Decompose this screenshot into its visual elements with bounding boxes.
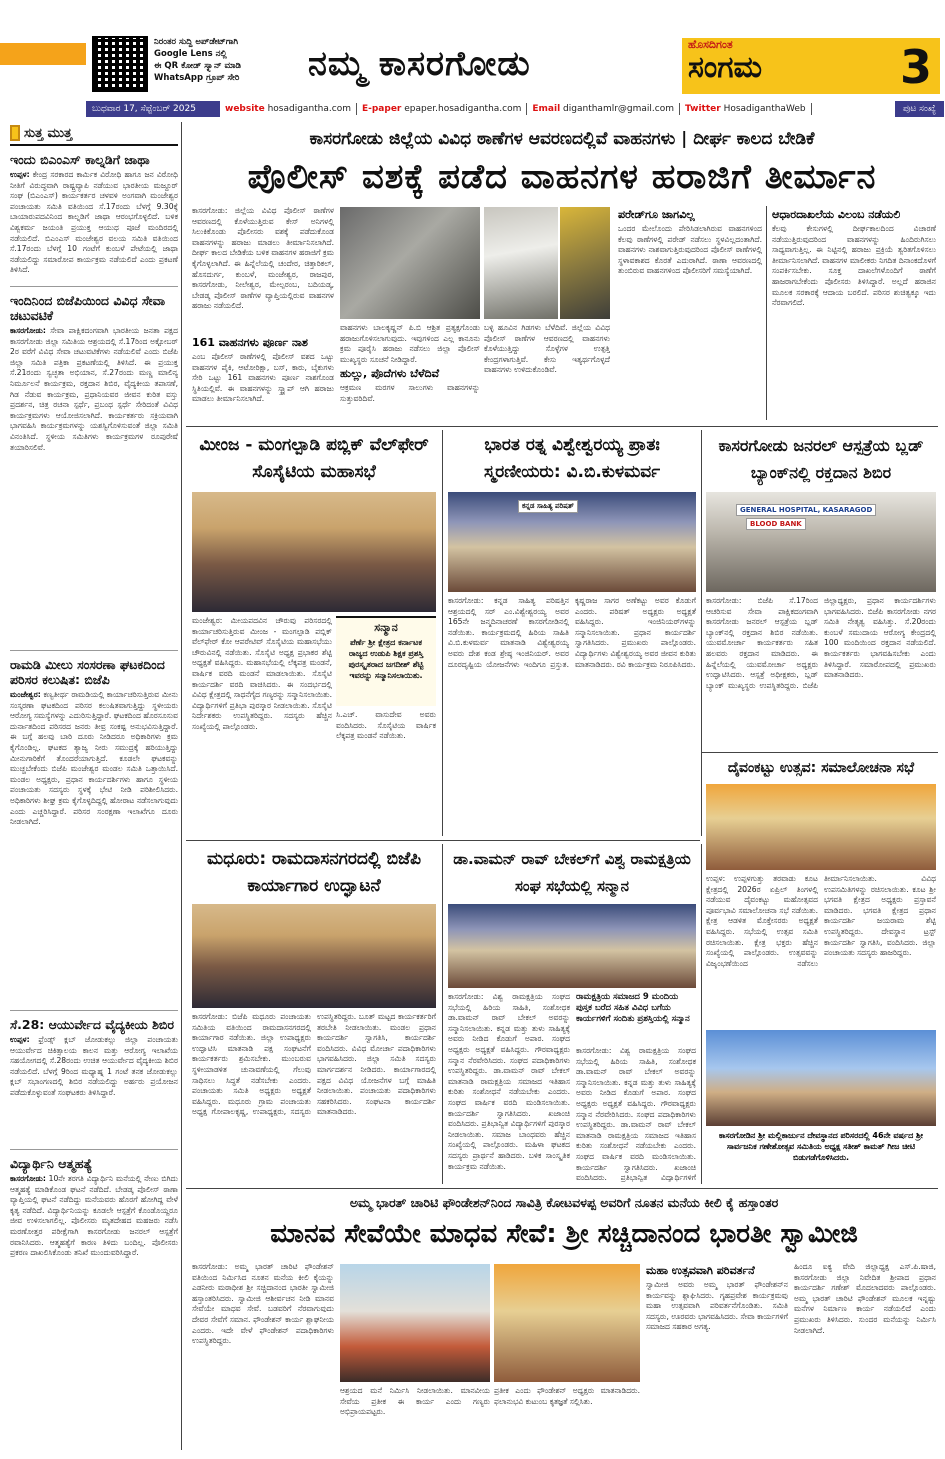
brief-body: ಕಾಸರಗೋಡು: ಸೇವಾ ಪಾಕ್ಷಿಕದಂಗವಾಗಿ ಭಾರತೀಯ ಜನತಾ ಪಕ್ಷದ ಕಾಸರಗೋಡು ಜಿಲ್ಲಾ ಸಮಿತಿಯ ಆಶ್ರಯದಲ್ಲಿ ಸೆ.17ರಿಂದ ಅಕ್ಟೋಬರ್ 2ರ ವರೆಗೆ ವಿವಿಧ ಸೇವಾ ಚಟುವಟಿಕೆಗಳು ನಡೆಯಲಿವೆ ಎಂದು ಬಿಜೆಪಿ ಜಿಲ್ಲಾ ಸಮಿತಿ ಪತ್ರಿಕಾ ಪ್ರಕಟಣೆಯಲ್ಲಿ ತಿಳಿಸಿದೆ. ಈ ಪ್ರಯುಕ್ತ ಸೆ.21ರಂದು ಸ್ವಚ್ಛತಾ ಅಭಿಯಾನ, ಸೆ.27ರಂದು ಮಣ್ಣ ಮಾಲಿನ್ಯ ನಿರ್ಮೂಲನೆ ಕಾರ್ಯಕ್ರಮ, ರಕ್ತದಾನ ಶಿಬಿರ, ವೈದ್ಯಕೀಯ ತಪಾಸಣೆ, ಗಿಡ ನೆಡುವ ಕಾರ್ಯಕ್ರಮ, ಪ್ರಧಾನಿಯವರ ಜೀವನ ಕುರಿತ ವಸ್ತು ಪ್ರದರ್ಶನ, ಚಿತ್ರ ರಚನಾ ಸ್ಪರ್ಧೆ, ಪ್ರಬಂಧ ಸ್ಪರ್ಧೆ ಸೇರಿದಂತೆ ವಿವಿಧ ಕಾರ್ಯಕ್ರಮಗಳು ಆಯೋಜಿಸಲಾಗಿದೆ. ಕಾರ್ಯಕರ್ತರು ಸಕ್ರಿಯವಾಗಿ ಭಾಗವಹಿಸಿ ಕಾರ್ಯಕ್ರಮಗಳನ್ನು ಯಶಸ್ವಿಗೊಳಿಸುವಂತೆ ಜಿಲ್ಲಾ ಸಮಿತಿ ವಿನಂತಿಸಿದೆ. ಸ್ಥಳೀಯ ಸಮಿತಿಗಳು ಕಾರ್ಯಕ್ರಮಗಳ ರೂಪುರೇಷೆ ತಯಾರಿಸಲಿವೆ. [10, 326, 178, 452]
photo-kasapa-stage [448, 492, 696, 592]
lead-subhead: 161 ವಾಹನಗಳು ಪೂರ್ಣ ನಾಶ [192, 336, 308, 349]
photo-bjp-workshop [192, 904, 436, 1008]
lead-body-col3: ಬಳ್ಳಿ ಹೂವಿನ ಗಿಡಗಳು ಬೆಳೆದಿವೆ. ಜಿಲ್ಲೆಯ ವಿವಿಧ ಪೊಲೀಸ್ ಠಾಣೆಗಳ ಆವರಣದಲ್ಲಿ ವಾಹನಗಳು ಕೊಳೆಯುತ್ತಿದ್ದು ಸೊಳ್ಳೆಗಳ ಉತ್ಪತ್ತಿ ಕೇಂದ್ರಗಳಾಗುತ್ತಿವೆ. ಕೇಸು ಇತ್ಯರ್ಥಗೊಳ್ಳದೆ ವಾಹನಗಳು ಉಳಿದುಕೊಂಡಿವೆ. [484, 323, 610, 375]
story8-body2: ಮಹಾ ಉತ್ಸವವಾಗಿ ಪರಿವರ್ತನೆ ಸ್ವಾಮೀಜಿ ಅವರು ಅಮ್ಮ ಭಾರತ್ ಫೌಂಡೇಶನ್‌ನ ಕಾರ್ಯವನ್ನು ಶ್ಲಾಘಿಸಿದರು. ಗೃಹಪ್ರವೇಶ ಕಾರ್ಯಕ್ರಮವು ಮಹಾ ಉತ್ಸವವಾಗಿ ಪರಿವರ್ತನೆಗೊಂಡಿತು. ಸಮಿತಿ ಸದಸ್ಯರು, ಊರವರು ಭಾಗವಹಿಸಿದರು. ಸೇವಾ ಕಾರ್ಯಗಳಿಗೆ ಸಮಾಜದ ಸಹಕಾರ ಅಗತ್ಯ. [646, 1264, 788, 1332]
brief-item [10, 293, 178, 646]
brief-title: ಇಂದಿನಿಂದ ಬಿಜೆಪಿಯಿಂದ ವಿವಿಧ ಸೇವಾ ಚಟುವಟಿಕೆ [10, 293, 166, 323]
story3-body: ಕಾಸರಗೋಡು: ಕನ್ನಡ ಸಾಹಿತ್ಯ ಪರಿಷತ್ತಿನ ಆಶ್ರಯದಲ್ಲಿ ಸರ್ ಎಂ.ವಿಶ್ವೇಶ್ವರಯ್ಯ ಅವರ 165ನೇ ಜನ್ಮದಿನಾಚರಣೆ ಕಾಸರಗೋಡಿನಲ್ಲಿ ನಡೆಯಿತು. ಕಾರ್ಯಕ್ರಮದಲ್ಲಿ ಹಿರಿಯ ಸಾಹಿತಿ ವಿ.ಬಿ.ಕುಳಮರ್ವ ಮಾತನಾಡಿ ವಿಶ್ವೇಶ್ವರಯ್ಯ ಅವರು ದೇಶ ಕಂಡ ಶ್ರೇಷ್ಠ ಇಂಜಿನಿಯರ್. ಅವರ ದೂರದೃಷ್ಟಿಯ ಯೋಜನೆಗಳು ಇಂದಿಗೂ ಪ್ರಸ್ತುತ. ಕೃಷ್ಣರಾಜ ಸಾಗರ ಅಣೆಕಟ್ಟು ಅವರ ಕೊಡುಗೆ ಎಂದರು. ಪರಿಷತ್ ಅಧ್ಯಕ್ಷರು ಅಧ್ಯಕ್ಷತೆ ವಹಿಸಿದ್ದರು. ಇಂಜಿನಿಯರ್‌ಗಳನ್ನು ಸನ್ಮಾನಿಸಲಾಯಿತು. ಪ್ರಧಾನ ಕಾರ್ಯದರ್ಶಿ ಸ್ವಾಗತಿಸಿದರು. ಪ್ರಮುಖರು ಪಾಲ್ಗೊಂಡರು. ವಿದ್ಯಾರ್ಥಿಗಳು ವಿಶ್ವೇಶ್ವರಯ್ಯ ಅವರ ಜೀವನ ಕುರಿತು ಮಾತನಾಡಿದರು. ರವಿ ಕಾರ್ಯಕ್ರಮ ನಿರೂಪಿಸಿದರು. [448, 596, 696, 669]
left-column [10, 122, 178, 1450]
email-link[interactable]: Email diganthamlr@gmail.com [527, 103, 680, 115]
lead-headline: ಪೊಲೀಸ್ ವಶಕ್ಕೆ ಪಡೆದ ವಾಹನಗಳ ಹರಾಜಿಗೆ ತೀರ್ಮಾನ [247, 157, 877, 197]
story8-midtext: ಆಶ್ರಯದ ಮನೆ ನಿರ್ಮಿಸಿ ನೀಡಲಾಯಿತು. ಮಾನವೀಯ ಸೇವೆಯ ಪ್ರತೀಕ ಈ ಕಾರ್ಯ ಎಂದು ಗಣ್ಯರು ಅಭಿಪ್ರಾಯಪಟ್ಟರು. [340, 1386, 490, 1417]
lead-body-col1b: 161 ವಾಹನಗಳು ಪೂರ್ಣ ನಾಶ ಎಂಬ ಪೊಲೀಸ್ ಠಾಣೆಗಳಲ್ಲಿ ಪೊಲೀಸ್ ವಶದ ಒಟ್ಟು ವಾಹನಗಳ ಪೈಕಿ, ಆಟೋರಿಕ್ಷಾ, ಬಸ್, ಕಾರು, ಬೈಕುಗಳು ಸೇರಿ ಒಟ್ಟು 161 ವಾಹನಗಳು ಪೂರ್ಣ ನಾಶಗೊಂಡ ಸ್ಥಿತಿಯಲ್ಲಿವೆ. ಈ ವಾಹನಗಳನ್ನು ಸ್ಕ್ರ್ಯಾಪ್ ಆಗಿ ಹರಾಜು ಮಾಡಲು ತೀರ್ಮಾನಿಸಲಾಗಿದೆ. [192, 336, 334, 404]
photo-felicitation [448, 904, 696, 988]
brief-body: ಕಾಸರಗೋಡು: 10ನೇ ತರಗತಿ ವಿದ್ಯಾರ್ಥಿನಿ ಮನೆಯಲ್ಲಿ ನೇಣು ಬಿಗಿದು ಆತ್ಮಹತ್ಯೆ ಮಾಡಿಕೊಂಡ ಘಟನೆ ನಡೆದಿದೆ. ಬೇಡಡ್ಕ ಪೊಲೀಸ್ ಠಾಣಾ ವ್ಯಾಪ್ತಿಯಲ್ಲಿ ಘಟನೆ ನಡೆದಿದ್ದು ಮನೆಯವರು ಹೊರಗೆ ಹೋಗಿದ್ದ ವೇಳೆ ಕೃತ್ಯ ನಡೆದಿದೆ. ವಿದ್ಯಾರ್ಥಿನಿಯನ್ನು ಕೂಡಲೇ ಆಸ್ಪತ್ರೆಗೆ ಕೊಂಡೊಯ್ದರೂ ಜೀವ ಉಳಿಸಲಾಗಲಿಲ್ಲ. ಪೊಲೀಸರು ಮೃತದೇಹದ ಮಹಜರು ನಡೆಸಿ ಮರಣೋತ್ತರ ಪರೀಕ್ಷೆಗಾಗಿ ಕಾಸರಗೋಡು ಜನರಲ್ ಆಸ್ಪತ್ರೆಗೆ ರವಾನಿಸಿದರು. ಆತ್ಮಹತ್ಯೆಗೆ ಕಾರಣ ತಿಳಿದು ಬಂದಿಲ್ಲ. ಪೊಲೀಸರು ಪ್ರಕರಣ ದಾಖಲಿಸಿಕೊಂಡು ತನಿಖೆ ಮುಂದುವರಿಸಿದ್ದಾರೆ. [10, 1174, 178, 1258]
story8-midtext2: ಪ್ರತೀಕ ಎಂದು ಫೌಂಡೇಶನ್ ಅಧ್ಯಕ್ಷರು ಮಾತನಾಡಿದರು. ಫಲಾನುಭವಿ ಕುಟುಂಬ ಕೃತಜ್ಞತೆ ಸಲ್ಲಿಸಿತು. [494, 1386, 640, 1406]
brief-item [10, 1156, 178, 1314]
photo-scrapped-bikes [340, 207, 480, 319]
brief-title: ಇಂದು ಬಿಎಂಎಸ್ ಕಾಲ್ನಡಿಗೆ ಜಾಥಾ [10, 152, 150, 167]
masthead [0, 0, 945, 96]
photo-swamiji-blessing [494, 1264, 640, 1382]
website-link[interactable]: website hosadigantha.com [220, 103, 357, 115]
info-bar [86, 101, 944, 117]
section-banner [682, 38, 940, 94]
column-logo-text: ಸುತ್ತ ಮುತ್ತ [24, 125, 73, 141]
paper-title: ನಮ್ಮ ಕಾಸರಗೋಡು [308, 44, 531, 84]
photo-society-meeting [192, 492, 436, 612]
qr-line: Google Lens ನಲ್ಲಿ [154, 49, 227, 59]
page-number: 3 [899, 40, 932, 94]
story7-headline: ಡಾ.ವಾಮನ್ ರಾವ್ ಬೇಕಲ್‌ಗೆ ವಿಶ್ವ ರಾಮಕ್ಷತ್ರಿಯ ಸಂಘ ಸಭೆಯಲ್ಲಿ ಸನ್ಮಾನ [453, 850, 691, 895]
story6-headline: ಮಧೂರು: ರಾಮದಾಸನಗರದಲ್ಲಿ ಬಿಜೆಪಿ ಕಾರ್ಯಾಗಾರ ಉದ್ಘಾಟನೆ [206, 849, 422, 896]
brief-body: ಮಂಜೇಶ್ವರ: ಕಣ್ವತೀರ್ಥ ರಾಮಡಿಯಲ್ಲಿ ಕಾರ್ಯಾಚರಿಸುತ್ತಿರುವ ಮೀನು ಸಂಸ್ಕರಣಾ ಘಟಕದಿಂದ ಪರಿಸರ ಕಲುಷಿತವಾಗುತ್ತಿದ್ದು ಸ್ಥಳೀಯರು ಆರೋಗ್ಯ ಸಮಸ್ಯೆಗಳನ್ನು ಎದುರಿಸುತ್ತಿದ್ದಾರೆ. ಘಟಕದಿಂದ ಹೊರಸೂಸುವ ದುರ್ನಾತದಿಂದ ಪರಿಸರದ ಜನರು ತೀವ್ರ ಸಂಕಷ್ಟ ಅನುಭವಿಸುತ್ತಿದ್ದಾರೆ. ಈ ಬಗ್ಗೆ ಹಲವು ಬಾರಿ ದೂರು ನೀಡಿದರೂ ಅಧಿಕಾರಿಗಳು ಕ್ರಮ ಕೈಗೊಂಡಿಲ್ಲ. ಘಟಕದ ತ್ಯಾಜ್ಯ ನೀರು ಸಮುದ್ರಕ್ಕೆ ಹರಿಯುತ್ತಿದ್ದು ಮೀನುಗಾರಿಕೆಗೆ ತೊಂದರೆಯಾಗುತ್ತಿದೆ. ಕೂಡಲೇ ಘಟಕವನ್ನು ಮುಚ್ಚಬೇಕೆಂದು ಬಿಜೆಪಿ ಮಂಜೇಶ್ವರ ಮಂಡಲ ಸಮಿತಿ ಒತ್ತಾಯಿಸಿದೆ. ಮಂಡಲ ಅಧ್ಯಕ್ಷರು, ಪ್ರಧಾನ ಕಾರ್ಯದರ್ಶಿಗಳು ಹಾಗೂ ಸ್ಥಳೀಯ ಪಂಚಾಯತು ಸದಸ್ಯರು ಸ್ಥಳಕ್ಕೆ ಭೇಟಿ ನೀಡಿ ಪರಿಶೀಲಿಸಿದರು. ಅಧಿಕಾರಿಗಳು ಶೀಘ್ರ ಕ್ರಮ ಕೈಗೊಳ್ಳದಿದ್ದಲ್ಲಿ ಹೋರಾಟ ನಡೆಸಲಾಗುವುದು ಎಂದು ಎಚ್ಚರಿಸಿದ್ದಾರೆ. ಪರಿಸರ ಸಂರಕ್ಷಣಾ ಇಲಾಖೆಗೂ ದೂರು ನೀಡಲಾಗಿದೆ. [10, 690, 178, 827]
brief-title: ವಿದ್ಯಾರ್ಥಿನಿ ಆತ್ಮಹತ್ಯೆ [10, 1156, 93, 1171]
issue-date: ಬುಧವಾರ 17, ಸೆಪ್ಟೆಂಬರ್ 2025 [86, 101, 220, 117]
blood-bank-sign: BLOOD BANK [746, 518, 806, 530]
story8-body: ಕಾಸರಗೋಡು: ಅಮ್ಮ ಭಾರತ್ ಚಾರಿಟಿ ಫೌಂಡೇಶನ್ ವತಿಯಿಂದ ನಿರ್ಮಿಸಿದ ನೂತನ ಮನೆಯ ಕೀಲಿ ಕೈಯನ್ನು ಎಡನೀರು ಮಠಾಧೀಶ ಶ್ರೀ ಸಚ್ಚಿದಾನಂದ ಭಾರತೀ ಸ್ವಾಮೀಜಿ ಹಸ್ತಾಂತರಿಸಿದರು. ಸ್ವಾಮೀಜಿ ಆಶೀರ್ವಚನ ನೀಡಿ ಮಾನವ ಸೇವೆಯೇ ಮಾಧವ ಸೇವೆ. ಬಡವರಿಗೆ ನೆರವಾಗುವುದು ದೇವರ ಸೇವೆಗೆ ಸಮಾನ. ಫೌಂಡೇಶನ್ ಕಾರ್ಯ ಶ್ಲಾಘನೀಯ ಎಂದರು. ಇದೇ ವೇಳೆ ಫೌಂಡೇಶನ್ ಪದಾಧಿಕಾರಿಗಳು ಉಪಸ್ಥಿತರಿದ್ದರು. [192, 1262, 334, 1346]
lead-body-col5: ಆಧಾರದಾಖಲೆಯ ವಿಲಂಬ ನಡೆಯಲಿ ಕೆಲವು ಕೇಸುಗಳಲ್ಲಿ ದೀರ್ಘಕಾಲದಿಂದ ವಿಚಾರಣೆ ನಡೆಯುತ್ತಿರುವುದರಿಂದ ವಾಹನಗಳನ್ನು ಹಿಂದಿರುಗಿಸಲು ಸಾಧ್ಯವಾಗುತ್ತಿಲ್ಲ. ಈ ನಿಟ್ಟಿನಲ್ಲಿ ಹರಾಜು ಪ್ರಕ್ರಿಯೆ ತ್ವರಿತಗೊಳಿಸಲು ತೀರ್ಮಾನಿಸಲಾಗಿದೆ. ವಾಹನಗಳ ಮಾಲೀಕರು ನಿಗದಿತ ದಿನಾಂಕದೊಳಗೆ ಸಂಪರ್ಕಿಸಬೇಕು. ಸೂಕ್ತ ದಾಖಲೆಗಳೊಂದಿಗೆ ಠಾಣೆಗೆ ಹಾಜರಾಗಬೇಕೆಂದು ಪೊಲೀಸರು ತಿಳಿಸಿದ್ದಾರೆ. ಅಲ್ಲದೆ ಹರಾಜಿನ ಮೂಲಕ ಸರಕಾರಕ್ಕೆ ಆದಾಯ ಬರಲಿದೆ. ಪರಿಸರ ಶುಚಿತ್ವಕ್ಕೂ ಇದು ನೆರವಾಗಲಿದೆ. [772, 208, 936, 308]
story6-body: ಕಾಸರಗೋಡು: ಬಿಜೆಪಿ ಮಧೂರು ಪಂಚಾಯತು ಸಮಿತಿಯ ವತಿಯಿಂದ ರಾಮದಾಸನಗರದಲ್ಲಿ ಕಾರ್ಯಾಗಾರ ನಡೆಯಿತು. ಜಿಲ್ಲಾ ಉಪಾಧ್ಯಕ್ಷರು ಉದ್ಘಾಟಿಸಿ ಮಾತನಾಡಿ ಪಕ್ಷ ಸಂಘಟನೆಗೆ ಕಾರ್ಯಕರ್ತರು ಶ್ರಮಿಸಬೇಕು. ಮುಂಬರುವ ಸ್ಥಳೀಯಾಡಳಿತ ಚುನಾವಣೆಯಲ್ಲಿ ಗೆಲುವು ಸಾಧಿಸಲು ಸಿದ್ಧತೆ ನಡೆಸಬೇಕು ಎಂದರು. ಪಂಚಾಯತು ಸಮಿತಿ ಅಧ್ಯಕ್ಷರು ಅಧ್ಯಕ್ಷತೆ ವಹಿಸಿದ್ದರು. ಮಧೂರು ಗ್ರಾಮ ಪಂಚಾಯತು ಅಧ್ಯಕ್ಷ ಗೋಪಾಲಕೃಷ್ಣ, ಉಪಾಧ್ಯಕ್ಷರು, ಸದಸ್ಯರು ಉಪಸ್ಥಿತರಿದ್ದರು. ಬೂತ್ ಮಟ್ಟದ ಕಾರ್ಯಕರ್ತರಿಗೆ ತರಬೇತಿ ನೀಡಲಾಯಿತು. ಮಂಡಲ ಪ್ರಧಾನ ಕಾರ್ಯದರ್ಶಿ ಸ್ವಾಗತಿಸಿ, ಕಾರ್ಯದರ್ಶಿ ವಂದಿಸಿದರು. ವಿವಿಧ ಮೋರ್ಚಾ ಪದಾಧಿಕಾರಿಗಳು ಭಾಗವಹಿಸಿದರು. ಜಿಲ್ಲಾ ಸಮಿತಿ ಸದಸ್ಯರು ಮಾರ್ಗದರ್ಶನ ನೀಡಿದರು. ಕಾರ್ಯಾಗಾರದಲ್ಲಿ ಪಕ್ಷದ ವಿವಿಧ ಯೋಜನೆಗಳ ಬಗ್ಗೆ ಮಾಹಿತಿ ನೀಡಲಾಯಿತು. ಪಂಚಾಯತು ಪದಾಧಿಕಾರಿಗಳು ಸಹಕರಿಸಿದರು. ಸಂಘಟನಾ ಕಾರ್ಯದರ್ಶಿ ಮಾತನಾಡಿದರು. [192, 1012, 436, 1117]
column-divider [181, 122, 182, 1450]
photo-autorickshaw [560, 207, 610, 319]
felicitation-body: ಪೆರ್ಣೆ ಶ್ರೀ ಕ್ಷೇತ್ರದ ಕರ್ನಾಟಕ ರಾಜ್ಯದ ಉಡುಪಿ ಶಿಕ್ಷಕ ಪ್ರಶಸ್ತಿ ಪುರಸ್ಕೃತರಾದ ಜಗದೀಶ್ ಶೆಟ್ಟಿ ಇವರನ್ನು ಸನ್ಮಾನಿಸಲಾಯಿತು. [348, 638, 424, 680]
banner-text: ಕನ್ನಡ ಸಾಹಿತ್ಯ ಪರಿಷತ್ [518, 500, 578, 513]
hospital-sign: GENERAL HOSPITAL, KASARAGOD [736, 504, 876, 516]
photo-police-jeep [484, 207, 558, 319]
photo-key-handover [340, 1264, 490, 1382]
door-icon [10, 125, 20, 141]
epaper-link[interactable]: E-paper epaper.hosadigantha.com [357, 103, 527, 115]
section-name: ಸಂಗಮ [688, 50, 762, 85]
lead-body-col1: ಕಾಸರಗೋಡು: ಜಿಲ್ಲೆಯ ವಿವಿಧ ಪೊಲೀಸ್ ಠಾಣೆಗಳ ಆವರಣದಲ್ಲಿ ಕೊಳೆಯುತ್ತಿರುವ ಕೇಸ್ ಅನಿಗಳಲ್ಲಿ ಸಿಲುಕಿಕೊಂಡು ಪೊಲೀಸರು ವಶಕ್ಕೆ ಪಡೆದುಕೊಂಡ ವಾಹನಗಳನ್ನು ಹರಾಜು ಮಾಡಲು ತೀರ್ಮಾನಿಸಲಾಗಿದೆ. ದೀರ್ಘ ಕಾಲದ ಬೇಡಿಕೆಯ ಬಳಿಕ ವಾಹನಗಳ ಹರಾಜಿಗೆ ಕ್ರಮ ಕೈಗೊಳ್ಳಲಾಗಿದೆ. ಈ ಹಿನ್ನೆಲೆಯಲ್ಲಿ ಚಂದೇರ, ಚಿತ್ತಾರಿಕಲ್, ಹೊಸದುರ್ಗ, ಕುಂಬಳೆ, ಮಂಜೇಶ್ವರ, ರಾಜಪುರ, ಕಾಸರಗೋಡು, ನೀಲೇಶ್ವರ, ಮೇಲ್ಪರಂಬ, ಬದಿಯಡ್ಕ, ಬೇಡಡ್ಕ ಪೊಲೀಸ್ ಠಾಣೆಗಳ ವ್ಯಾಪ್ತಿಯಲ್ಲಿರುವ ವಾಹನಗಳ ಹರಾಜು ನಡೆಯಲಿದೆ. [192, 206, 334, 311]
lead-subhead: ಪರೇಡ್‌ಗೂ ಜಾಗವಿಲ್ಲ [618, 208, 695, 221]
photo-blood-bank [706, 492, 936, 592]
brief-body: ಉಪ್ಪಳ: ಕೇಂದ್ರ ಸರಕಾರದ ಕಾರ್ಮಿಕ ವಿರೋಧಿ ಹಾಗೂ ಜನ ವಿರೋಧಿ ನೀತಿಗೆ ವಿರುದ್ಧವಾಗಿ ರಾಷ್ಟ್ರವ್ಯಾಪಿ ನಡೆಯುವ ಭಾರತೀಯ ಮಜ್ದೂರ್ ಸಂಘ (ಬಿಎಂಎಸ್) ಕಾರ್ಯಕರ್ತರ ಚಳವಳಿ ಅಂಗವಾಗಿ ಮಂಜೇಶ್ವರ ಪಂಚಾಯತು ಸಮಿತಿ ವತಿಯಿಂದ ಸೆ.17ರಂದು ಬೆಳಗ್ಗೆ 9.30ಕ್ಕೆ ಬಾಯಾರುಪದವಿನಿಂದ ಕಾಲ್ನಡಿಗೆ ಜಾಥಾ ಆರಂಭಗೊಳ್ಳಲಿದೆ. ಬಳಿಕ ವಿಶ್ವಕರ್ಮ ಜಯಂತಿ ಪ್ರಯುಕ್ತ ಆಯುಧ ಪೂಜೆ ಮಂದಿರದಲ್ಲಿ ನಡೆಯಲಿದೆ. ಬಿಎಂಎಸ್ ಮಂಜೇಶ್ವರ ವಲಯ ಸಮಿತಿ ವತಿಯಿಂದ ಸೆ.17ರಂದು ಬೆಳಗ್ಗೆ 10 ಗಂಟೆಗೆ ಕುಂಬಳೆ ಪೇಟೆಯಲ್ಲಿ ಜಾಥಾ ನಡೆಯಲಿದ್ದು ಸಮಾರೋಪ ಕಾರ್ಯಕ್ರಮ ನಡೆಯಲಿದೆ ಎಂದು ಪ್ರಕಟಣೆ ತಿಳಿಸಿದೆ. [10, 170, 178, 275]
brief-item [10, 152, 178, 282]
masthead-accent [0, 43, 86, 65]
column-logo [10, 122, 178, 146]
story5-headline: ದೈವಂಕಟ್ಟು ಉತ್ಸವ: ಸಮಾಲೋಚನಾ ಸಭೆ [727, 760, 915, 776]
lead-body-col4: ಪರೇಡ್‌ಗೂ ಜಾಗವಿಲ್ಲ ಒಂದರ ಮೇಲೊಂದು ಪೇರಿಸಿಡಲಾಗಿರುವ ವಾಹನಗಳಿಂದ ಕೆಲವು ಠಾಣೆಗಳಲ್ಲಿ ಪರೇಡ್ ನಡೆಸಲು ಸ್ಥಳವಿಲ್ಲದಂತಾಗಿದೆ. ವಾಹನಗಳು ನಾಶವಾಗುತ್ತಿರುವುದರಿಂದ ಪೊಲೀಸ್ ಠಾಣೆಗಳಲ್ಲಿ ಸ್ಥಳಾವಕಾಶದ ಕೊರತೆ ಎದುರಾಗಿದೆ. ಠಾಣಾ ಆವರಣದಲ್ಲಿ ತುಂಬಿರುವ ವಾಹನಗಳಿಂದ ಪೊಲೀಸರಿಗೆ ಸಮಸ್ಯೆಯಾಗಿದೆ. [618, 208, 762, 276]
brief-title: ರಾಮಡಿ ಮೀಲು ಸಂಸರಣಾ ಘಟಕದಿಂದ ಪರಿಸರ ಕಲುಷಿತ: ಬಿಜೆಪಿ [10, 657, 165, 687]
story5-body: ಉಪ್ಪಳ: ಉಪ್ಪಳಗುತ್ತು ತರವಾಡು ಕೂಟ ಕ್ಷೇತ್ರದಲ್ಲಿ 2026ರ ಏಪ್ರಿಲ್ ತಿಂಗಳಲ್ಲಿ ನಡೆಯುವ ದೈವಂಕಟ್ಟು ಮಹೋತ್ಸವದ ಪೂರ್ವಭಾವಿ ಸಮಾಲೋಚನಾ ಸಭೆ ನಡೆಯಿತು. ಕ್ಷೇತ್ರ ಆಡಳಿತ ಮೊಕ್ತೇಸರರು ಅಧ್ಯಕ್ಷತೆ ವಹಿಸಿದ್ದರು. ಸಭೆಯಲ್ಲಿ ಉತ್ಸವ ಸಮಿತಿ ರಚಿಸಲಾಯಿತು. ಕ್ಷೇತ್ರ ಭಕ್ತರು ಹೆಚ್ಚಿನ ಸಂಖ್ಯೆಯಲ್ಲಿ ಪಾಲ್ಗೊಂಡರು. ಉತ್ಸವವನ್ನು ವಿಜೃಂಭಣೆಯಿಂದ ನಡೆಸಲು ತೀರ್ಮಾನಿಸಲಾಯಿತು. ವಿವಿಧ ಉಪಸಮಿತಿಗಳನ್ನು ರಚಿಸಲಾಯಿತು. ಕೂಟ ಶ್ರೀ ಭಗವತಿ ಕ್ಷೇತ್ರದ ಅಧ್ಯಕ್ಷರು ಪ್ರಸ್ತಾವನೆ ಮಾಡಿದರು. ಭಗವತಿ ಕ್ಷೇತ್ರದ ಪ್ರಧಾನ ಕಾರ್ಯದರ್ಶಿ ಜಯರಾಮ ಶೆಟ್ಟಿ ಉಪಸ್ಥಿತರಿದ್ದರು. ದೇವಸ್ಥಾನ ಟ್ರಸ್ಟ್ ಕಾರ್ಯದರ್ಶಿ ಸ್ವಾಗತಿಸಿ, ವಂದಿಸಿದರು. ಜಿಲ್ಲಾ ಪಂಚಾಯತು ಸದಸ್ಯರು ಹಾಜರಿದ್ದರು. [706, 874, 936, 968]
story7-body: ಕಾಸರಗೋಡು: ವಿಶ್ವ ರಾಮಕ್ಷತ್ರಿಯ ಸಂಘದ ಸಭೆಯಲ್ಲಿ ಹಿರಿಯ ಸಾಹಿತಿ, ಸಂಶೋಧಕ ಡಾ.ವಾಮನ್ ರಾವ್ ಬೇಕಲ್ ಅವರನ್ನು ಸನ್ಮಾನಿಸಲಾಯಿತು. ಕನ್ನಡ ಮತ್ತು ತುಳು ಸಾಹಿತ್ಯಕ್ಕೆ ಅವರು ನೀಡಿದ ಕೊಡುಗೆ ಅಪಾರ. ಸಂಘದ ಅಧ್ಯಕ್ಷರು ಅಧ್ಯಕ್ಷತೆ ವಹಿಸಿದ್ದರು. ಗೌರವಾಧ್ಯಕ್ಷರು ಸನ್ಮಾನ ನೆರವೇರಿಸಿದರು. ಸಂಘದ ಪದಾಧಿಕಾರಿಗಳು ಉಪಸ್ಥಿತರಿದ್ದರು. ಡಾ.ವಾಮನ್ ರಾವ್ ಬೇಕಲ್ ಮಾತನಾಡಿ ರಾಮಕ್ಷತ್ರಿಯ ಸಮಾಜದ ಇತಿಹಾಸ ಕುರಿತು ಸಂಶೋಧನೆ ನಡೆಯಬೇಕು ಎಂದರು. ಸಂಘದ ವಾರ್ಷಿಕ ವರದಿ ಮಂಡಿಸಲಾಯಿತು. ಕಾರ್ಯದರ್ಶಿ ಸ್ವಾಗತಿಸಿದರು. ಖಜಾಂಚಿ ವಂದಿಸಿದರು. ಪ್ರತಿಭಾನ್ವಿತ ವಿದ್ಯಾರ್ಥಿಗಳಿಗೆ ಪುರಸ್ಕಾರ ನೀಡಲಾಯಿತು. ಸಮಾಜ ಬಾಂಧವರು ಹೆಚ್ಚಿನ ಸಂಖ್ಯೆಯಲ್ಲಿ ಪಾಲ್ಗೊಂಡರು. ಮಹಿಳಾ ಘಟಕದ ಸದಸ್ಯರು ಪ್ರಾರ್ಥನೆ ಹಾಡಿದರು. ಬಳಿಕ ಸಾಂಸ್ಕೃತಿಕ ಕಾರ್ಯಕ್ರಮ ನಡೆಯಿತು. [448, 992, 570, 1171]
story2-headline: ಮೀಂಜ - ಮಂಗಲ್ಪಾಡಿ ಪಬ್ಲಿಕ್ ವೆಲ್‌ಫೇರ್ ಸೊಸೈಟಿಯ ಮಹಾಸಭೆ [199, 435, 429, 482]
lead-subhead: ಆಧಾರದಾಖಲೆಯ ವಿಲಂಬ ನಡೆಯಲಿ [772, 208, 901, 221]
story7-bullet: ರಾಮಕ್ಷತ್ರಿಯ ಸಮಾಜದ 9 ಮಂದಿಯ ಪುಸ್ತಕ ಬರೆದ ಸಹಿತ ವಿವಿಧ ಬಗೆಯ ಕಾರ್ಯಗಳಿಗೆ ಸಂದಿತು ಪ್ರಶಸ್ತಿಯಲ್ಲಿ ಸನ್ಮಾನ [576, 992, 690, 1024]
story8-subhead: ಮಹಾ ಉತ್ಸವವಾಗಿ ಪರಿವರ್ತನೆ [646, 1264, 755, 1277]
twitter-link[interactable]: Twitter HosadiganthaWeb [680, 103, 812, 115]
brief-item [10, 1017, 178, 1145]
story8-kicker: ಅಮ್ಮ ಭಾರತ್ ಚಾರಿಟಿ ಫೌಂಡೇಶನ್‌ನಿಂದ ಸಾವಿತ್ರಿ ಕೋಟವಳಪ್ಪ ಅವರಿಗೆ ನೂತನ ಮನೆಯ ಕೀಲಿ ಕೈ ಹಸ್ತಾಂತರ [349, 1195, 779, 1210]
lead-body-col2: ವಾಹನಗಳು ಬಾಲಕೃಷ್ಣನ್ ಪಿ.ಬಿ ಆಶ್ರಿತ ಪ್ರತ್ಯಕ್ಷಗೊಂಡು ಹರಾಜುಗೊಳಿಸಲಾಗುವುದು. ಇವುಗಳಿಂದ ಎಲ್ಲ ಕಾನೂನು ಕ್ರಮ ಪೂರೈಸಿ ಹರಾಜು ನಡೆಸಲು ಜಿಲ್ಲಾ ಪೊಲೀಸ್ ಮುಖ್ಯಸ್ಥರು ಸೂಚನೆ ನೀಡಿದ್ದಾರೆ. ಹುಲ್ಲು, ಪೊದೆಗಳು ಬೆಳೆದಿವೆ ಆಕ್ರಮಣ ಮರಗಳ ಸಾಲುಗಳು ವಾಹನಗಳನ್ನು ಸುತ್ತುವರಿದಿವೆ. [340, 323, 480, 403]
lead-subhead: ಹುಲ್ಲು, ಪೊದೆಗಳು ಬೆಳೆದಿವೆ [340, 367, 440, 381]
story4-body: ಕಾಸರಗೋಡು: ಬಿಜೆಪಿ ಸೆ.17ರಿಂದ ಆಚರಿಸುವ ಸೇವಾ ಪಾಕ್ಷಿಕದಂಗವಾಗಿ ಕಾಸರಗೋಡು ಜನರಲ್ ಆಸ್ಪತ್ರೆಯ ಬ್ಲಡ್ ಬ್ಯಾಂಕ್‌ನಲ್ಲಿ ರಕ್ತದಾನ ಶಿಬಿರ ನಡೆಯಿತು. ಯುವಮೋರ್ಚಾ ಕಾರ್ಯಕರ್ತರು ಸಹಿತ ಹಲವರು ರಕ್ತದಾನ ಮಾಡಿದರು. ಈ ಹಿನ್ನೆಲೆಯಲ್ಲಿ ಯುವಮೋರ್ಚಾ ಅಧ್ಯಕ್ಷರು ಉದ್ಘಾಟಿಸಿದರು. ಆಸ್ಪತ್ರೆ ಅಧೀಕ್ಷಕರು, ಬ್ಲಡ್ ಬ್ಯಾಂಕ್ ಮುಖ್ಯಸ್ಥರು ಉಪಸ್ಥಿತರಿದ್ದರು. ಬಿಜೆಪಿ ಜಿಲ್ಲಾಧ್ಯಕ್ಷರು, ಪ್ರಧಾನ ಕಾರ್ಯದರ್ಶಿಗಳು ಭಾಗವಹಿಸಿದರು. ಬಿಜೆಪಿ ಕಾಸರಗೋಡು ನಗರ ಸಮಿತಿ ನೇತೃತ್ವ ವಹಿಸಿತ್ತು. ಸೆ.20ರಂದು ಕುಂಬಳೆ ಸಮುದಾಯ ಆರೋಗ್ಯ ಕೇಂದ್ರದಲ್ಲಿ 100 ಮಂದಿಯಿಂದ ರಕ್ತದಾನ ನಡೆಯಲಿದೆ. ಕಾರ್ಯಕರ್ತರು ಭಾಗವಹಿಸಬೇಕು ಎಂದು ತಿಳಿಸಿದ್ದಾರೆ. ಸಮಾರೋಪದಲ್ಲಿ ಪ್ರಮುಖರು ಮಾತನಾಡಿದರು. [706, 596, 936, 690]
felicitation-box [336, 616, 436, 706]
felicitation-title: ಸನ್ಮಾನ [374, 621, 398, 634]
qr-line: ನಿರಂತರ ಸುದ್ದಿ ಅಪ್‌ಡೇಟ್‌ಗಾಗಿ [154, 37, 238, 47]
qr-instructions [154, 36, 304, 84]
story8-body3: ಹಿಂದೂ ಐಕ್ಯ ವೇದಿ ಜಿಲ್ಲಾಧ್ಯಕ್ಷ ಎಸ್.ಪಿ.ಷಾಜಿ, ಕಾಸರಗೋಡು ಜಿಲ್ಲಾ ನಿವೇದಿತ ಶ್ರೀಪಾದ ಪ್ರಧಾನ ಕಾರ್ಯದರ್ಶಿ ಗಣೇಶ್ ಮೊದಲಾದವರು ಪಾಲ್ಗೊಂಡರು. ಅಮ್ಮ ಭಾರತ್ ಚಾರಿಟಿ ಫೌಂಡೇಶನ್ ಮೂಲಕ ಇನ್ನಷ್ಟು ಮನೆಗಳ ನಿರ್ಮಾಣ ಕಾರ್ಯ ನಡೆಯಲಿದೆ ಎಂದು ಪ್ರಮುಖರು ತಿಳಿಸಿದರು. ಸುಂದರ ಮನೆಯನ್ನು ನಿರ್ಮಿಸಿ ನೀಡಲಾಗಿದೆ. [794, 1262, 936, 1335]
brief-title: ಸೆ.28: ಆಯುರ್ವೇದ ವೈದ್ಯಕೀಯ ಶಿಬಿರ [10, 1017, 174, 1032]
photo-ganeshotsava [706, 1030, 936, 1126]
qr-line: ಈ QR ಕೋಡ್ ಸ್ಕ್ಯಾನ್ ಮಾಡಿ [154, 61, 241, 71]
photo-caption: ಕಾಸರಗೋಡಿನ ಶ್ರೀ ಮಲ್ಲಿಕಾರ್ಜುನ ದೇವಸ್ಥಾನದ ಪರಿಸರದಲ್ಲಿ 46ನೇ ವರ್ಷದ ಶ್ರೀ ಸಾರ್ವಜನಿಕ ಗಣೇಶೋತ್ಸವ ಸಮಿತಿಯ ಅಧ್ಯಕ್ಷ ಸತೀಶ್ ಕಾಮತ್ ಗೀಜ ಚೀಟಿ ಬಿಡುಗಡೆಗೊಳಿಸಿದರು. [718, 1131, 924, 1162]
brand-tag: ಹೊಸದಿಗಂತ [688, 38, 733, 51]
photo-meeting-hall [706, 784, 936, 870]
page-tag: ಪುಟ ಸಂಖ್ಯೆ [895, 101, 944, 117]
story2-body2: ಸಿ.ಎಚ್. ವಾಸುದೇವ ಅವರು ವಂದಿಸಿದರು. ಸೊಸೈಟಿಯ ವಾರ್ಷಿಕ ಲೆಕ್ಕಪತ್ರ ಮಂಡನೆ ನಡೆಯಿತು. [336, 710, 436, 741]
brief-item [10, 657, 178, 1006]
qr-line: WhatsApp ಗ್ರೂಪ್ ಸೇರಿ [154, 73, 240, 83]
story8-headline: ಮಾನವ ಸೇವೆಯೇ ಮಾಧವ ಸೇವೆ: ಶ್ರೀ ಸಚ್ಚಿದಾನಂದ ಭಾರತೀ ಸ್ವಾಮೀಜಿ [270, 1219, 858, 1249]
lead-kicker: ಕಾಸರಗೋಡು ಜಿಲ್ಲೆಯ ವಿವಿಧ ಠಾಣೆಗಳ ಆವರಣದಲ್ಲಿವೆ ವಾಹನಗಳು | ದೀರ್ಘ ಕಾಲದ ಬೇಡಿಕೆ [309, 129, 815, 149]
story3-headline: ಭಾರತ ರತ್ನ ವಿಶ್ವೇಶ್ವರಯ್ಯ ಪ್ರಾತಃ ಸ್ಮರಣೀಯರು: ವಿ.ಬಿ.ಕುಳಮರ್ವ [483, 435, 661, 482]
brief-body: ಉಪ್ಪಳ: ಫ್ರೆಂಡ್ಸ್ ಕ್ಲಬ್ ಜೋಡುಕಲ್ಲು ಜಿಲ್ಲಾ ಪಂಚಾಯತು ಆಯುರ್ವೇದ ಚಿಕಿತ್ಸಾಲಯ ಕಾಲನ ಮತ್ತು ಆರೋಗ್ಯ ಇಲಾಖೆಯ ಸಹಯೋಗದಲ್ಲಿ ಸೆ.28ರಂದು ಉಚಿತ ಆಯುರ್ವೇದ ವೈದ್ಯಕೀಯ ಶಿಬಿರ ನಡೆಯಲಿದೆ. ಬೆಳಗ್ಗೆ 9ರಿಂದ ಮಧ್ಯಾಹ್ನ 1 ಗಂಟೆ ತನಕ ಜೋಡುಕಲ್ಲು ಕ್ಲಬ್ ಸಭಾಂಗಣದಲ್ಲಿ ಶಿಬಿರ ನಡೆಯಲಿದ್ದು ಅರ್ಹರು ಪ್ರಯೋಜನ ಪಡೆದುಕೊಳ್ಳುವಂತೆ ಸಂಘಟಕರು ತಿಳಿಸಿದ್ದಾರೆ. [10, 1035, 178, 1097]
story7-body-cont: ಕಾಸರಗೋಡು: ವಿಶ್ವ ರಾಮಕ್ಷತ್ರಿಯ ಸಂಘದ ಸಭೆಯಲ್ಲಿ ಹಿರಿಯ ಸಾಹಿತಿ, ಸಂಶೋಧಕ ಡಾ.ವಾಮನ್ ರಾವ್ ಬೇಕಲ್ ಅವರನ್ನು ಸನ್ಮಾನಿಸಲಾಯಿತು. ಕನ್ನಡ ಮತ್ತು ತುಳು ಸಾಹಿತ್ಯಕ್ಕೆ ಅವರು ನೀಡಿದ ಕೊಡುಗೆ ಅಪಾರ. ಸಂಘದ ಅಧ್ಯಕ್ಷರು ಅಧ್ಯಕ್ಷತೆ ವಹಿಸಿದ್ದರು. ಗೌರವಾಧ್ಯಕ್ಷರು ಸನ್ಮಾನ ನೆರವೇರಿಸಿದರು. ಸಂಘದ ಪದಾಧಿಕಾರಿಗಳು ಉಪಸ್ಥಿತರಿದ್ದರು. ಡಾ.ವಾಮನ್ ರಾವ್ ಬೇಕಲ್ ಮಾತನಾಡಿ ರಾಮಕ್ಷತ್ರಿಯ ಸಮಾಜದ ಇತಿಹಾಸ ಕುರಿತು ಸಂಶೋಧನೆ ನಡೆಯಬೇಕು ಎಂದರು. ಸಂಘದ ವಾರ್ಷಿಕ ವರದಿ ಮಂಡಿಸಲಾಯಿತು. ಕಾರ್ಯದರ್ಶಿ ಸ್ವಾಗತಿಸಿದರು. ಖಜಾಂಚಿ ವಂದಿಸಿದರು. ಪ್ರತಿಭಾನ್ವಿತ ವಿದ್ಯಾರ್ಥಿಗಳಿಗೆ [576, 1046, 696, 1182]
qr-code[interactable] [92, 36, 148, 92]
story2-body: ಮಂಜೇಶ್ವರ: ಮೀಯಪದವಿನ ಚೌರುವು ಪರಿಸರದಲ್ಲಿ ಕಾರ್ಯಾಚರಿಸುತ್ತಿರುವ ಮೀಂಜ - ಮಂಗಲ್ಪಾಡಿ ಪಬ್ಲಿಕ್ ವೆಲ್‌ಫೇರ್ ಕೋ ಆಪರೇಟಿವ್ ಸೊಸೈಟಿಯ ಮಹಾಸಭೆಯು ಚೌರುವಿನಲ್ಲಿ ನಡೆಯಿತು. ಸೊಸೈಟಿ ಅಧ್ಯಕ್ಷ ಪ್ರಭಾಕರ ಶೆಟ್ಟಿ ಅಧ್ಯಕ್ಷತೆ ವಹಿಸಿದ್ದರು. ಮಹಾಸಭೆಯಲ್ಲಿ ಲೆಕ್ಕಪತ್ರ ಮಂಡನೆ, ವಾರ್ಷಿಕ ವರದಿ ಮಂಡನೆ ಮಾಡಲಾಯಿತು. ಸೊಸೈಟಿ ಕಾರ್ಯದರ್ಶಿ ವರದಿ ವಾಚಿಸಿದರು. ಈ ಸಂದರ್ಭದಲ್ಲಿ ವಿವಿಧ ಕ್ಷೇತ್ರದಲ್ಲಿ ಸಾಧನೆಗೈದ ಗಣ್ಯರನ್ನು ಸನ್ಮಾನಿಸಲಾಯಿತು. ವಿದ್ಯಾರ್ಥಿಗಳಿಗೆ ಪ್ರತಿಭಾ ಪುರಸ್ಕಾರ ನೀಡಲಾಯಿತು. ಸೊಸೈಟಿ ನಿರ್ದೇಶಕರು ಉಪಸ್ಥಿತರಿದ್ದರು. ಸದಸ್ಯರು ಹೆಚ್ಚಿನ ಸಂಖ್ಯೆಯಲ್ಲಿ ಪಾಲ್ಗೊಂಡರು. [192, 616, 332, 731]
story4-headline: ಕಾಸರಗೋಡು ಜನರಲ್ ಆಸ್ಪತ್ರೆಯ ಬ್ಲಡ್ ಬ್ಯಾಂಕ್‌ನಲ್ಲಿ ರಕ್ತದಾನ ಶಿಬಿರ [718, 436, 924, 482]
